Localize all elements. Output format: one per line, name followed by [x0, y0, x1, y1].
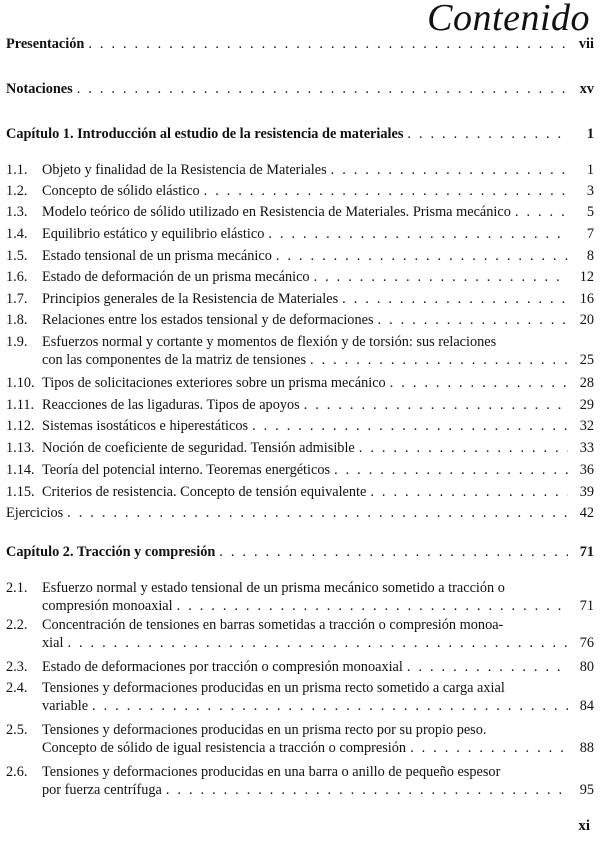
- toc-entry-title: Principios generales de la Resistencia de Materiales: [42, 291, 339, 307]
- toc-leader-dots: [342, 291, 568, 308]
- toc-entry-title: Criterios de resistencia. Concepto de tensión equivalente: [42, 484, 367, 500]
- toc-entry-number: 2.6.: [6, 764, 28, 780]
- toc-entry: [6, 291, 594, 308]
- toc-leader-dots: [219, 544, 568, 561]
- toc-entry-page: 1: [586, 126, 594, 142]
- toc-entry-title-cont: compresión monoaxial: [42, 598, 173, 614]
- toc-entry-page: 84: [579, 698, 594, 714]
- toc-entry: [6, 204, 594, 221]
- toc-entry-number: 2.2.: [6, 617, 28, 633]
- toc-leader-dots: [304, 397, 568, 414]
- toc-entry-number: 1.6.: [6, 269, 28, 285]
- toc-entry: [6, 580, 594, 597]
- toc-entry-page: 33: [579, 440, 594, 456]
- toc-entry: [6, 418, 594, 435]
- toc-leader-dots: [407, 659, 568, 676]
- toc-entry: [6, 440, 594, 457]
- toc-entry-title: Reacciones de las ligaduras. Tipos de apoyos: [42, 397, 300, 413]
- toc-entry: [6, 617, 594, 634]
- toc-leader-dots: [407, 126, 568, 143]
- toc-entry-number: 2.3.: [6, 659, 28, 675]
- toc-entry: [6, 484, 594, 501]
- toc-entry-number: 1.3.: [6, 204, 28, 220]
- toc-entry: [6, 375, 594, 392]
- toc-entry-title-cont: variable: [42, 698, 89, 714]
- toc-entry-continuation: [6, 740, 594, 757]
- toc-entry-page: 8: [586, 248, 594, 264]
- toc-entry: [6, 36, 594, 53]
- toc-entry-page: 71: [579, 598, 594, 614]
- toc-entry-title: Concepto de sólido elástico: [42, 183, 200, 199]
- toc-entry-continuation: [6, 698, 594, 715]
- toc-entry-continuation: [6, 598, 594, 615]
- toc-entry-page: 3: [586, 183, 594, 199]
- page-number: xi: [578, 818, 590, 834]
- toc-entry-number: 1.10.: [6, 375, 35, 391]
- toc-entry: [6, 544, 594, 561]
- toc-entry-title: Estado de deformaciones por tracción o compresión monoaxial: [42, 659, 403, 675]
- toc-leader-dots: [314, 269, 568, 286]
- toc-entry-title: Tipos de solicitaciones exteriores sobre un prisma mecánico: [42, 375, 386, 391]
- toc-leader-dots: [67, 505, 568, 522]
- toc-entry-number: 1.7.: [6, 291, 28, 307]
- toc-entry-title-cont: Concepto de sólido de igual resistencia a tracción o compresión: [42, 740, 407, 756]
- toc-entry-title: Relaciones entre los estados tensional y de deformaciones: [42, 312, 374, 328]
- toc-entry-title: Teoría del potencial interno. Teoremas energéticos: [42, 462, 331, 478]
- toc-leader-dots: [310, 352, 568, 369]
- toc-entry-page: 1: [586, 162, 594, 178]
- toc-entry: [6, 334, 594, 351]
- toc-entry-title: Ejercicios: [6, 505, 64, 521]
- toc-entry-page: 39: [579, 484, 594, 500]
- toc-entry-page: 5: [586, 204, 594, 220]
- toc-leader-dots: [92, 698, 568, 715]
- toc-entry-page: 80: [579, 659, 594, 675]
- toc-entry: [6, 269, 594, 286]
- toc-entry-page: vii: [578, 36, 594, 52]
- toc-entry-title: Concentración de tensiones en barras sometidas a tracción o compresión monoa-: [42, 617, 504, 633]
- toc-entry-title: Objeto y finalidad de la Resistencia de Materiales: [42, 162, 327, 178]
- toc-leader-dots: [252, 418, 568, 435]
- toc-entry-number: 1.2.: [6, 183, 28, 199]
- toc-entry: [6, 505, 594, 522]
- page-title: Contenido: [427, 0, 590, 39]
- toc-entry-title: Esfuerzo normal y estado tensional de un prisma mecánico sometido a tracción o: [42, 580, 505, 596]
- toc-entry-page: 12: [579, 269, 594, 285]
- toc-entry-title: Esfuerzos normal y cortante y momentos de flexión y de torsión: sus relaciones: [42, 334, 497, 350]
- toc-entry-number: 1.8.: [6, 312, 28, 328]
- toc-entry-title: Modelo teórico de sólido utilizado en Resistencia de Materiales. Prisma mecánico: [42, 204, 511, 220]
- toc-entry-number: 1.5.: [6, 248, 28, 264]
- toc-entry-title: Noción de coeficiente de seguridad. Tensión admisible: [42, 440, 355, 456]
- toc-entry-page: 76: [579, 635, 594, 651]
- toc-entry-number: 1.14.: [6, 462, 35, 478]
- toc-entry: [6, 81, 594, 98]
- toc-entry-number: 1.9.: [6, 334, 28, 350]
- toc-leader-dots: [410, 740, 568, 757]
- toc-entry-number: 1.15.: [6, 484, 35, 500]
- toc-entry: [6, 226, 594, 243]
- toc-entry-continuation: [6, 635, 594, 652]
- toc-leader-dots: [359, 440, 568, 457]
- toc-leader-dots: [370, 484, 568, 501]
- toc-entry: [6, 397, 594, 414]
- toc-entry-title: Capítulo 1. Introducción al estudio de la resistencia de materiales: [6, 126, 404, 142]
- toc-leader-dots: [88, 36, 568, 53]
- toc-entry-number: 1.13.: [6, 440, 35, 456]
- toc-entry-title: Tensiones y deformaciones producidas en una barra o anillo de pequeño espesor: [42, 764, 501, 780]
- toc-entry-page: 16: [579, 291, 594, 307]
- toc-entry: [6, 162, 594, 179]
- toc-entry-title: Equilibrio estático y equilibrio elástico: [42, 226, 265, 242]
- toc-entry-title-cont: con las componentes de la matriz de tensiones: [42, 352, 307, 368]
- toc-entry: [6, 722, 594, 739]
- toc-entry-page: 95: [579, 782, 594, 798]
- toc-entry-title: Capítulo 2. Tracción y compresión: [6, 544, 216, 560]
- toc-entry-page: 25: [579, 352, 594, 368]
- toc-entry-page: 88: [579, 740, 594, 756]
- toc-leader-dots: [77, 81, 568, 98]
- toc-entry-continuation: [6, 782, 594, 799]
- toc-entry: [6, 659, 594, 676]
- toc-leader-dots: [334, 462, 568, 479]
- toc-entry-page: 42: [579, 505, 594, 521]
- toc-leader-dots: [177, 598, 568, 615]
- toc-entry: [6, 126, 594, 143]
- toc-entry: [6, 312, 594, 329]
- toc-entry-number: 1.11.: [6, 397, 35, 413]
- toc-entry-continuation: [6, 352, 594, 369]
- toc-leader-dots: [378, 312, 568, 329]
- toc-leader-dots: [204, 183, 568, 200]
- toc-entry-number: 2.1.: [6, 580, 28, 596]
- toc-entry-page: 36: [579, 462, 594, 478]
- toc-leader-dots: [268, 226, 568, 243]
- toc-entry-title: Presentación: [6, 36, 85, 52]
- toc-entry: [6, 680, 594, 697]
- toc-entry-title-cont: por fuerza centrífuga: [42, 782, 162, 798]
- toc-entry-number: 2.5.: [6, 722, 28, 738]
- toc-leader-dots: [67, 635, 568, 652]
- toc-entry-title: Estado tensional de un prisma mecánico: [42, 248, 272, 264]
- toc-entry-page: 28: [579, 375, 594, 391]
- toc-entry-number: 2.4.: [6, 680, 28, 696]
- toc-entry-page: 7: [586, 226, 594, 242]
- toc-entry-title: Estado de deformación de un prisma mecánico: [42, 269, 310, 285]
- toc-entry-page: 32: [579, 418, 594, 434]
- toc-entry-page: 20: [579, 312, 594, 328]
- toc-entry-title: Notaciones: [6, 81, 73, 97]
- toc-entry: [6, 183, 594, 200]
- toc-entry-title-cont: xial: [42, 635, 64, 651]
- toc-leader-dots: [166, 782, 568, 799]
- toc-entry-number: 1.1.: [6, 162, 28, 178]
- toc-entry: [6, 248, 594, 265]
- toc-entry-number: 1.4.: [6, 226, 28, 242]
- toc-entry-title: Sistemas isostáticos e hiperestáticos: [42, 418, 249, 434]
- toc-entry: [6, 764, 594, 781]
- toc-entry-page: 29: [579, 397, 594, 413]
- toc-leader-dots: [276, 248, 568, 265]
- toc-entry-page: 71: [579, 544, 594, 560]
- toc-entry-page: xv: [579, 81, 594, 97]
- toc-entry-number: 1.12.: [6, 418, 35, 434]
- toc-entry-title: Tensiones y deformaciones producidas en un prisma recto sometido a carga axial: [42, 680, 505, 696]
- toc-leader-dots: [390, 375, 568, 392]
- toc-leader-dots: [331, 162, 568, 179]
- toc-leader-dots: [515, 204, 568, 221]
- toc-entry-title: Tensiones y deformaciones producidas en un prisma recto por su propio peso.: [42, 722, 487, 738]
- toc-entry: [6, 462, 594, 479]
